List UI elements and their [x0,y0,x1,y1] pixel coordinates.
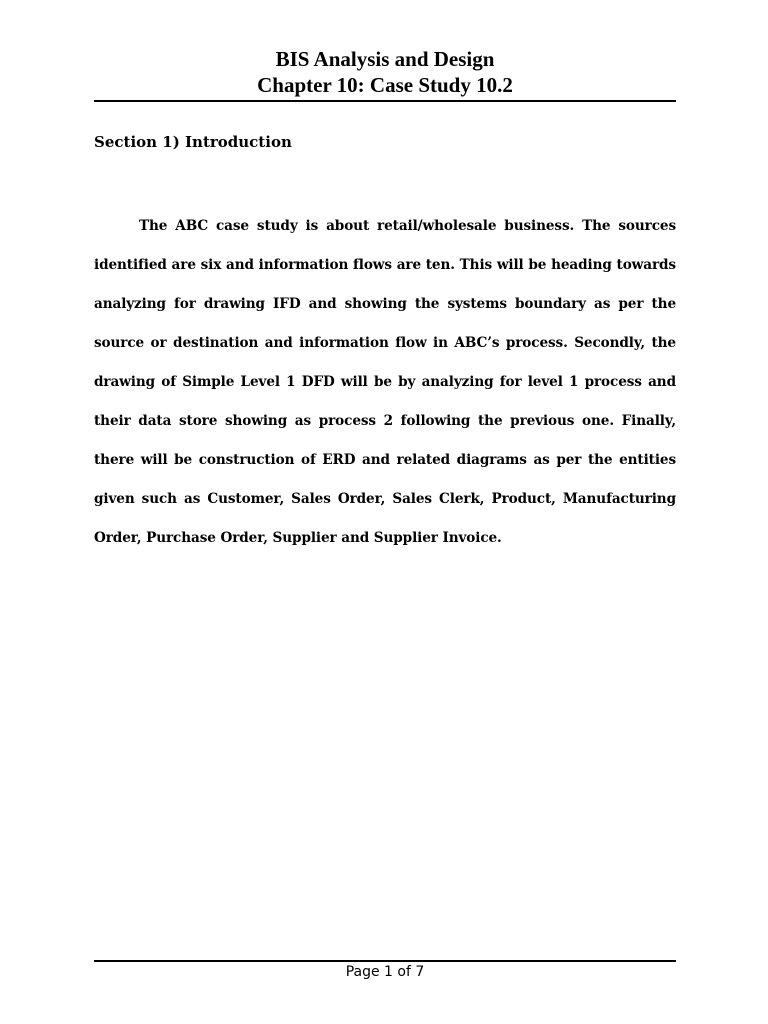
document-header [94,46,676,98]
section-heading: Section 1) Introduction [94,133,292,151]
document-subtitle: Chapter 10: Case Study 10.2 [257,73,513,97]
introduction-paragraph: The ABC case study is about retail/wholesale business. The sources identified are six and information flows are ten. This will be heading towards analyzing for drawing IFD and showing the systems boundary as per the source or destination and information flow in ABC’s process. Secondly, the drawing of Simple Level 1 DFD will be by analyzing for level 1 process and their data store showing as process 2 following the previous one. Finally, there will be construction of ERD and related diagrams as per the entities given such as Customer, Sales Order, Sales Clerk, Product, Manufacturing Order, Purchase Order, Supplier and Supplier Invoice. [94,218,676,546]
document-title: BIS Analysis and Design [275,47,495,71]
page-number: Page 1 of 7 [345,964,425,980]
header-divider [94,100,676,102]
